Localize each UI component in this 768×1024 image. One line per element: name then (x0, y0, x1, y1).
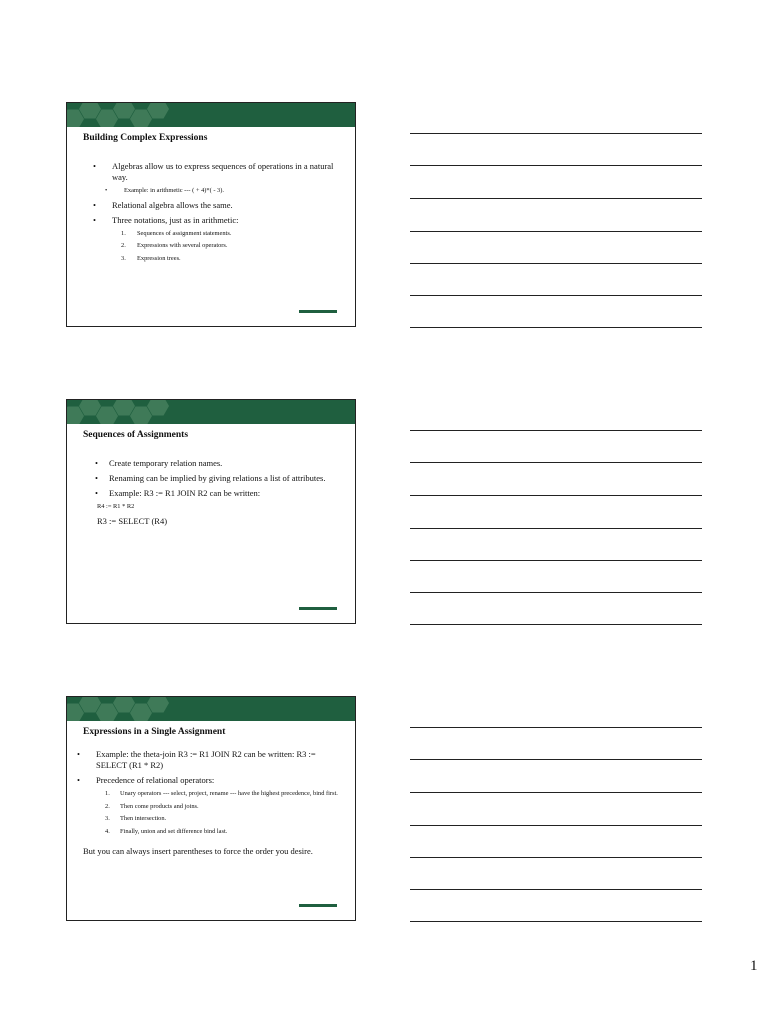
list-item-text: But you can always insert parentheses to force the order you desire. (83, 846, 313, 856)
note-line (410, 231, 702, 232)
list-item-text: R3 := SELECT (R4) (97, 515, 168, 526)
note-line (410, 727, 702, 728)
slide-body (77, 749, 341, 861)
note-line (410, 198, 702, 199)
note-line (410, 921, 702, 922)
note-line (410, 759, 702, 760)
note-line (410, 295, 702, 296)
slide-3 (66, 696, 356, 921)
list-marker: • (95, 458, 98, 468)
slide-2 (66, 399, 356, 624)
list-marker: 1. (105, 790, 110, 797)
list-marker: 2. (121, 242, 126, 249)
list-marker: 2. (105, 802, 110, 810)
list-item-text: Example: R3 := R1 JOIN R2 can be written: (109, 488, 261, 498)
note-line (410, 528, 702, 529)
list-item-text: Relational algebra allows the same. (112, 199, 233, 210)
list-item-text: R4 := R1 * R2 (97, 503, 135, 510)
note-line (410, 327, 702, 328)
list-marker: 4. (105, 827, 110, 835)
slide-title: Sequences of Assignments (83, 430, 189, 440)
note-line (410, 495, 702, 496)
hexagon-shape (130, 407, 152, 425)
university-logo-icon (299, 904, 343, 914)
slide-list-item (83, 161, 341, 183)
list-item-text: Then come products and joins. (120, 802, 199, 810)
slide-1 (66, 102, 356, 327)
list-marker: • (93, 214, 96, 225)
hexagon-shape (130, 110, 152, 128)
slide-list-item (83, 846, 341, 857)
list-item-text: Expression trees. (137, 254, 181, 262)
hexagon-pattern-icon (67, 400, 355, 424)
slide-list-item (83, 255, 341, 264)
slide-list-item (83, 828, 341, 837)
list-marker: 3. (121, 254, 126, 262)
note-line (410, 889, 702, 890)
list-item-text: Renaming can be implied by giving relations a list of attributes. (109, 473, 326, 483)
slide-list-item (83, 458, 341, 469)
slide-list-item (83, 503, 341, 512)
slide-banner (67, 697, 355, 721)
list-marker: • (93, 161, 96, 171)
slide-list-item (83, 242, 341, 251)
list-item-text: Three notations, just as in arithmetic: (112, 214, 239, 225)
list-item-text: Unary operators --- select, project, rename --- have the highest precedence, bind first. (120, 790, 338, 797)
slide-list-item (83, 215, 341, 226)
slide-list-item (77, 775, 341, 786)
list-item-text: Sequences of assignment statements. (137, 229, 232, 237)
university-logo-icon (299, 310, 343, 320)
list-marker: • (77, 775, 80, 785)
note-line (410, 560, 702, 561)
logo-bar (299, 904, 337, 907)
hexagon-shape (96, 704, 118, 722)
note-line (410, 592, 702, 593)
list-marker: 3. (105, 815, 110, 822)
slide-list-item (83, 815, 341, 824)
slide-list-item (83, 803, 341, 812)
list-marker: • (105, 187, 108, 194)
slide-body (83, 161, 341, 267)
logo-bar (299, 310, 337, 313)
slide-list-item (83, 473, 341, 484)
note-line (410, 825, 702, 826)
note-line (410, 165, 702, 166)
list-item-text: Precedence of relational operators: (96, 775, 215, 785)
note-line (410, 792, 702, 793)
note-line (410, 857, 702, 858)
slide-list-item (83, 790, 341, 799)
slide-body (83, 458, 341, 531)
slide-title: Building Complex Expressions (83, 133, 208, 143)
hexagon-shape (130, 704, 152, 722)
note-line (410, 263, 702, 264)
slide-list-item (77, 749, 341, 771)
note-line (410, 624, 702, 625)
slide-list-item (83, 230, 341, 239)
logo-bar (299, 607, 337, 610)
list-item-text: Finally, union and set difference bind last. (120, 827, 228, 835)
slide-list-item (83, 187, 341, 196)
list-item-text: Expressions with several operators. (137, 242, 228, 249)
list-item-text: Example: the theta-join R3 := R1 JOIN R2 can be written: R3 := SELECT (R1 * R2) (96, 749, 316, 770)
list-item-text: Create temporary relation names. (109, 458, 223, 468)
note-line (410, 133, 702, 134)
hexagon-shape (96, 110, 118, 128)
list-marker: • (95, 473, 98, 483)
list-item-text: Then intersection. (120, 815, 167, 822)
note-line (410, 430, 702, 431)
note-line (410, 462, 702, 463)
slide-list-item (83, 516, 341, 527)
hexagon-pattern-icon (67, 697, 355, 721)
list-marker: • (95, 488, 98, 498)
hexagon-pattern-icon (67, 103, 355, 127)
page-number: 1 (750, 958, 758, 974)
list-item-text: Algebras allow us to express sequences of operations in a natural way. (112, 161, 334, 182)
slide-banner (67, 103, 355, 127)
slide-banner (67, 400, 355, 424)
slide-list-item (83, 488, 341, 499)
hexagon-shape (96, 407, 118, 425)
slide-list-item (83, 200, 341, 211)
list-item-text: Example: in arithmetic --- ( + 4)*( - 3). (124, 187, 224, 194)
list-marker: 1. (121, 229, 126, 237)
list-marker: • (93, 199, 96, 210)
list-marker: • (77, 749, 80, 759)
university-logo-icon (299, 607, 343, 617)
slide-title: Expressions in a Single Assignment (83, 727, 226, 737)
